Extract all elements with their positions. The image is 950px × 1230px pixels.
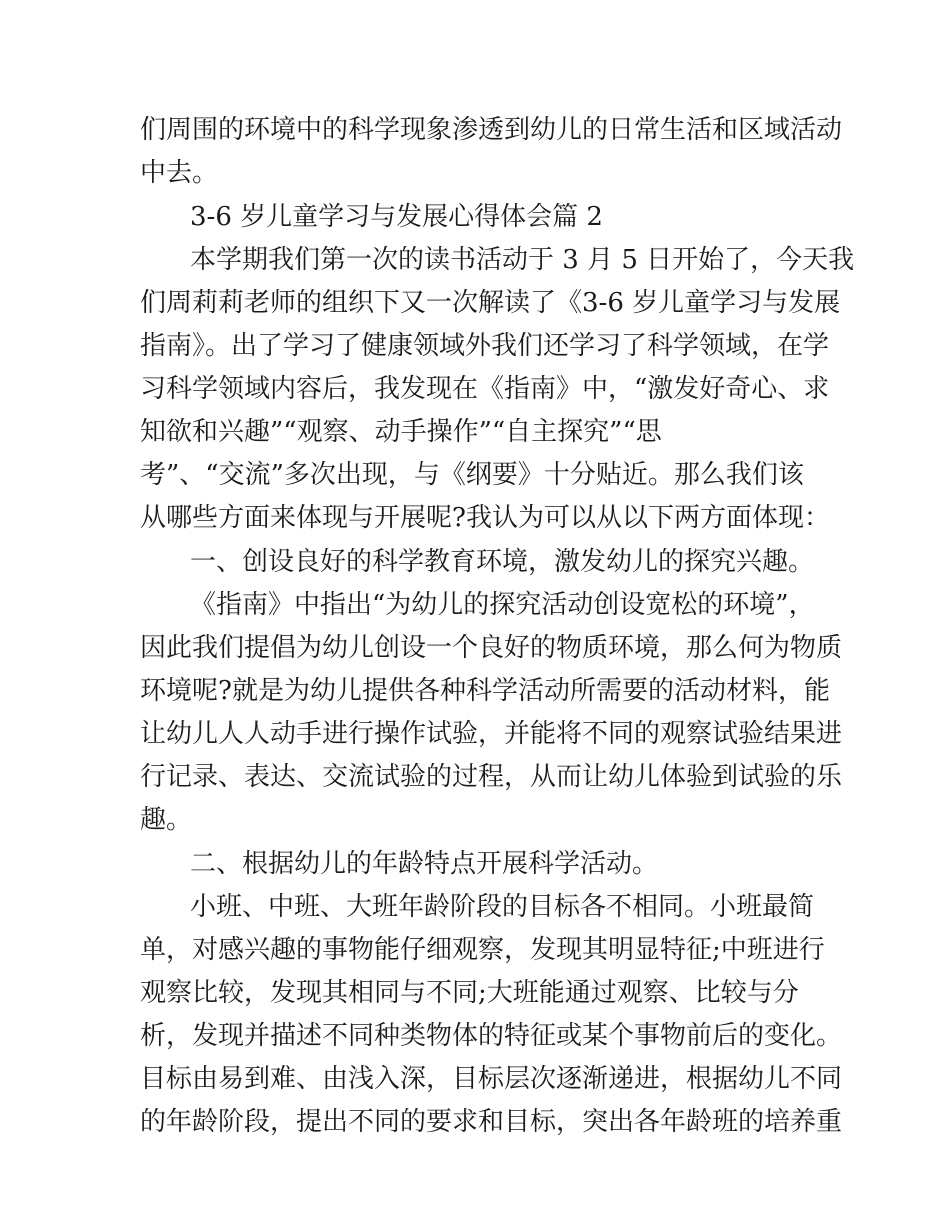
text-line: 《指南》中指出“为幼儿的探究活动创设宽松的环境”， bbox=[190, 590, 815, 620]
subheading: 二、根据幼儿的年龄特点开展科学活动。 bbox=[190, 849, 659, 879]
text-line: 考”、“交流”多次出现，与《纲要》十分贴近。那么我们该 bbox=[140, 460, 804, 490]
text-line: 环境呢?就是为幼儿提供各种科学活动所需要的活动材料，能 bbox=[140, 676, 830, 706]
text-line: 指南》。出了学习了健康领域外我们还学习了科学领域，在学 bbox=[140, 331, 830, 361]
text-line: 析，发现并描述不同种类物体的特征或某个事物前后的变化。 bbox=[140, 1021, 843, 1051]
text-line: 观察比较，发现其相同与不同;大班能通过观察、比较与分 bbox=[140, 978, 799, 1008]
text-line: 行记录、表达、交流试验的过程，从而让幼儿体验到试验的乐 bbox=[140, 762, 843, 792]
text-line: 从哪些方面来体现与开展呢?我认为可以从以下两方面体现： bbox=[140, 503, 830, 533]
subheading: 一、创设良好的科学教育环境，激发幼儿的探究兴趣。 bbox=[190, 547, 815, 577]
section-heading: 3-6 岁儿童学习与发展心得体会篇 2 bbox=[190, 202, 603, 232]
text-line: 本学期我们第一次的读书活动于 3 月 5 日开始了，今天我 bbox=[190, 245, 855, 275]
text-line: 小班、中班、大班年龄阶段的目标各不相同。小班最简 bbox=[190, 892, 815, 922]
text-line: 习科学领域内容后，我发现在《指南》中，“激发好奇心、求 bbox=[140, 374, 830, 404]
text-line: 目标由易到难、由浅入深，目标层次逐渐递进，根据幼儿不同 bbox=[140, 1064, 843, 1094]
text-line: 们周围的环境中的科学现象渗透到幼儿的日常生活和区域活动 bbox=[140, 115, 843, 145]
text-line: 单，对感兴趣的事物能仔细观察，发现其明显特征;中班进行 bbox=[140, 935, 825, 965]
text-line: 的年龄阶段，提出不同的要求和目标，突出各年龄班的培养重 bbox=[140, 1107, 843, 1137]
text-line: 中去。 bbox=[140, 158, 219, 188]
text-line: 们周莉莉老师的组织下又一次解读了《3-6 岁儿童学习与发展 bbox=[140, 288, 841, 318]
text-line: 让幼儿人人动手进行操作试验，并能将不同的观察试验结果进 bbox=[140, 719, 843, 749]
text-line: 知欲和兴趣”“观察、动手操作”“自主探究”“思 bbox=[140, 417, 662, 447]
text-line: 因此我们提倡为幼儿创设一个良好的物质环境，那么何为物质 bbox=[140, 633, 843, 663]
text-line: 趣。 bbox=[140, 805, 193, 835]
